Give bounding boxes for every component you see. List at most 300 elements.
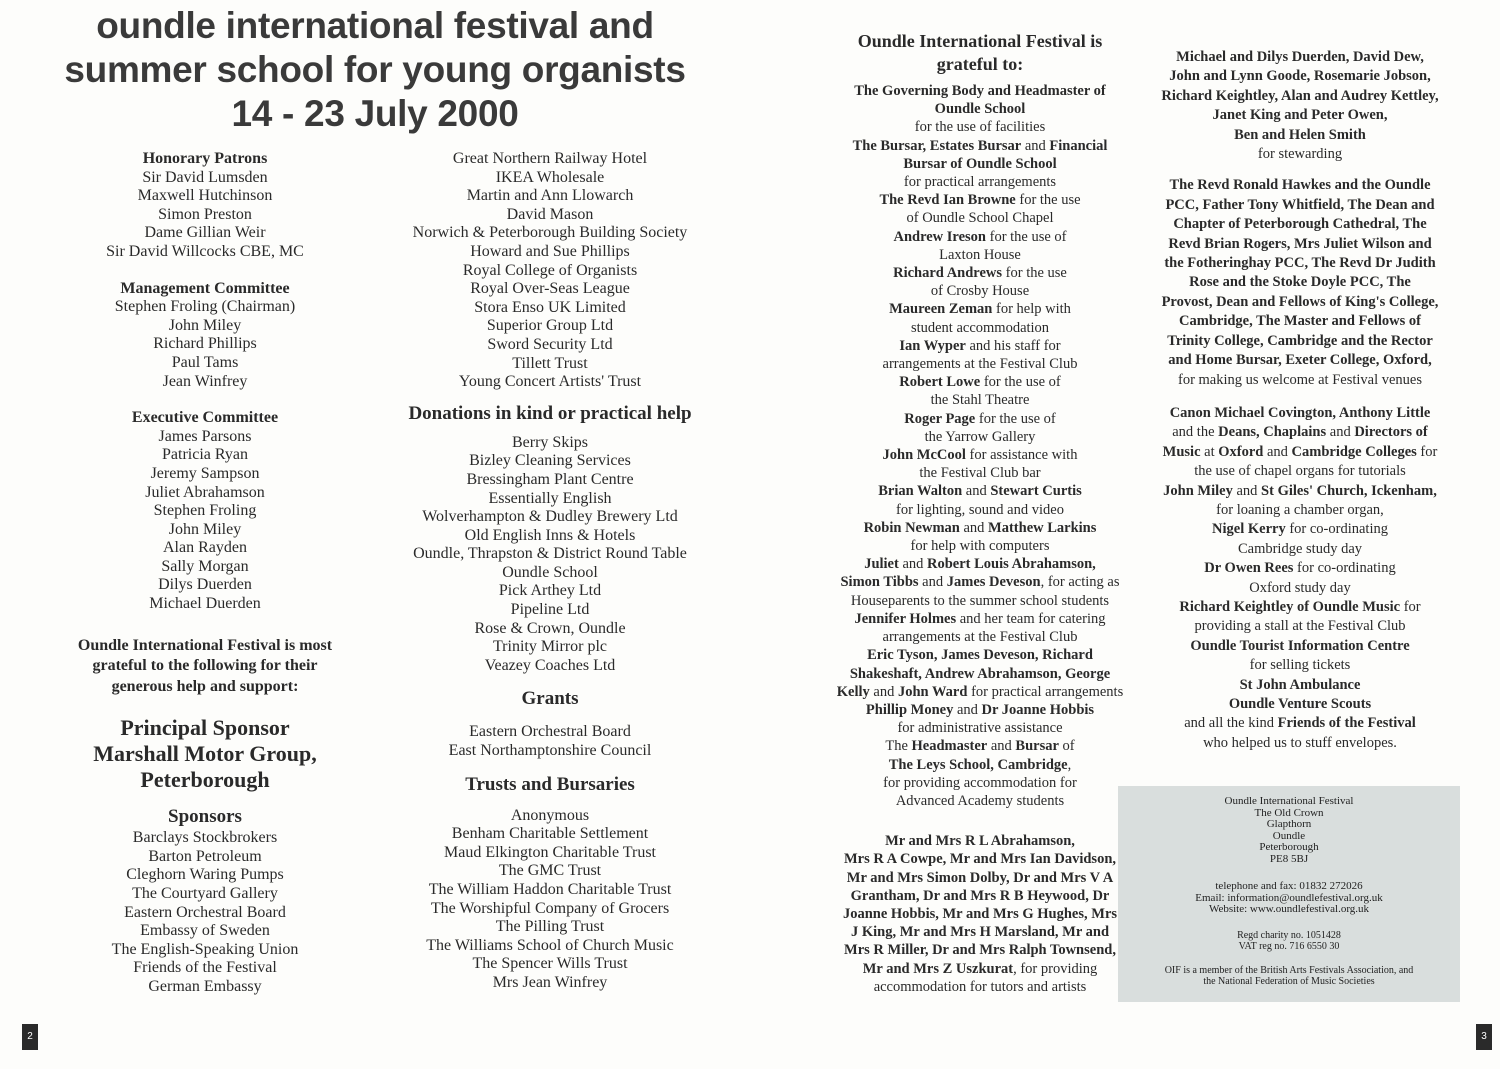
bold-text: Andrew Ireson — [893, 228, 986, 245]
bold-text: PCC, Father Tony Whitfield, The Dean and — [1165, 196, 1435, 213]
plain-text: Oxford study day — [1249, 579, 1351, 596]
plain-text: of Oundle School Chapel — [906, 210, 1054, 227]
list-item: The Old Crown — [1254, 806, 1324, 819]
text-line — [1135, 617, 1465, 636]
list-item: Marshall Motor Group, — [93, 741, 317, 767]
text-line — [1135, 351, 1465, 370]
page-number: 3 — [1476, 1024, 1492, 1050]
bold-text: The Leys School, Cambridge — [888, 756, 1068, 773]
section-heading: Sponsors — [168, 806, 242, 828]
contact-box — [1118, 786, 1460, 1002]
bold-text: Ben and Helen Smith — [1234, 126, 1366, 143]
plain-text: for help with — [992, 301, 1071, 318]
list-item: The Pilling Trust — [495, 918, 605, 936]
text-line — [1135, 598, 1465, 617]
text-line — [1135, 579, 1465, 598]
list-item: Oundle International Festival — [1224, 795, 1354, 807]
bold-text: Mr and Mrs R L Abrahamson, — [885, 833, 1075, 850]
list-item: Stephen Froling (Chairman) — [114, 298, 296, 316]
list-item: Regd charity no. 1051428 — [1237, 929, 1341, 941]
text-line — [795, 355, 1165, 373]
bold-text: Chapter of Peterborough Cathedral, The — [1173, 216, 1427, 233]
text-line — [795, 191, 1165, 209]
text-line — [1135, 87, 1465, 106]
text-line — [795, 428, 1165, 446]
text-line — [1135, 254, 1465, 273]
text-line — [1135, 67, 1465, 86]
list-item: Cleghorn Waring Pumps — [126, 866, 284, 884]
bold-text: John Ward — [897, 683, 968, 700]
text-line — [795, 683, 1165, 701]
text-line — [1135, 126, 1465, 145]
text-line — [795, 482, 1165, 500]
list-item: OIF is a member of the British Arts Festivals Association, and — [1164, 964, 1414, 976]
plain-text: and — [1232, 482, 1262, 499]
text-line — [1135, 371, 1465, 390]
list-item: Essentially English — [488, 489, 612, 507]
venues-list — [1135, 176, 1465, 389]
bold-text: Michael and Dilys Duerden, David Dew, — [1176, 49, 1424, 65]
section-heading: Grants — [521, 688, 579, 710]
list-item: The Williams School of Church Music — [426, 936, 674, 954]
bold-text: Mrs R A Cowpe, Mr and Mrs Ian Davidson, — [843, 851, 1117, 868]
list-item: grateful to the following for their — [92, 657, 318, 675]
list-item: John Miley — [168, 520, 242, 538]
list-item: Sir David Willcocks CBE, MC — [106, 242, 304, 260]
plain-text: Cambridge study day — [1237, 540, 1363, 557]
text-line — [795, 756, 1165, 774]
text-line — [1135, 714, 1465, 733]
text-line — [1135, 176, 1465, 195]
list-item: Dame Gillian Weir — [144, 224, 266, 242]
bold-text: Mrs R Miller, Dr and Mrs Ralph Townsend, — [844, 942, 1116, 959]
bold-text: Stewart Curtis — [990, 483, 1082, 500]
text-line — [1135, 637, 1465, 656]
list-item: Jeremy Sampson — [150, 464, 260, 482]
text-line — [795, 282, 1165, 300]
bold-text: Mr and Mrs Z Uszkurat — [862, 960, 1014, 977]
text-line — [1135, 404, 1465, 423]
plain-text: for loaning a chamber organ, — [1216, 501, 1384, 518]
patrons-list — [55, 169, 355, 262]
text-line — [795, 501, 1165, 519]
bold-text: Headmaster — [911, 738, 988, 755]
list-item: Superior Group Ltd — [486, 317, 614, 335]
bold-text: Janet King and Peter Owen, — [1212, 107, 1388, 124]
text-line — [1135, 656, 1465, 675]
text-line — [795, 209, 1165, 227]
text-line — [1135, 312, 1465, 331]
bold-text: Friends of the Festival — [1277, 715, 1416, 732]
text-line — [1135, 423, 1465, 442]
bold-text: Provost, Dean and Fellows of King's College, — [1161, 293, 1439, 310]
plain-text: for the use of — [975, 410, 1056, 427]
text-line — [795, 592, 1165, 610]
list-item: Principal Sponsor — [120, 715, 290, 741]
list-item: Great Northern Railway Hotel — [452, 150, 648, 167]
registration-info — [1118, 930, 1460, 953]
plain-text: the use of chapel organs for tutorials — [1194, 463, 1406, 480]
bold-text: Richard Andrews — [893, 265, 1003, 282]
list-item: The Courtyard Gallery — [132, 884, 278, 902]
plain-text: for — [1416, 443, 1438, 460]
bold-text: Bursar of Oundle School — [903, 155, 1057, 172]
list-item: The GMC Trust — [498, 862, 602, 880]
bold-text: Juliet — [864, 556, 899, 573]
contact-address — [1118, 796, 1460, 865]
plain-text: for practical arrangements — [967, 683, 1124, 700]
list-item: David Mason — [506, 205, 594, 223]
left-column-1 — [55, 150, 355, 997]
text-line — [795, 319, 1165, 337]
plain-text: for making us welcome at Festival venues — [1177, 371, 1423, 388]
text-line — [795, 519, 1165, 537]
text-line — [795, 887, 1165, 905]
list-item: the National Federation of Music Societies — [1203, 976, 1375, 987]
list-item: Barclays Stockbrokers — [132, 829, 278, 847]
bold-text: Trinity College, Cambridge and the Rector — [1167, 332, 1433, 349]
bold-text: Matthew Larkins — [988, 519, 1097, 536]
right-page — [750, 0, 1500, 1069]
section-heading: Trusts and Bursaries — [465, 773, 635, 795]
bold-text: John Miley — [1163, 482, 1233, 499]
plain-text: and — [898, 556, 928, 573]
list-item: Howard and Sue Phillips — [470, 242, 630, 260]
stewards-list — [1135, 48, 1465, 164]
bold-text: Robert Louis Abrahamson, — [927, 556, 1096, 573]
text-line — [795, 850, 1165, 868]
text-line — [795, 264, 1165, 282]
list-item: Paul Tams — [171, 353, 239, 371]
plain-text: the Stahl Theatre — [930, 392, 1030, 409]
bold-text: John and Lynn Goode, Rosemarie Jobson, — [1169, 68, 1431, 85]
text-line — [795, 173, 1165, 191]
bold-text: St Giles' Church, Ickenham, — [1261, 482, 1437, 499]
bold-text: Eric Tyson, James Deveson, Richard — [867, 647, 1093, 664]
list-item: Stephen Froling — [153, 502, 257, 520]
plain-text: and the — [1172, 424, 1219, 441]
text-line — [795, 978, 1165, 996]
text-line — [795, 869, 1165, 887]
plain-text: the Yarrow Gallery — [924, 428, 1036, 445]
membership-info — [1118, 965, 1460, 988]
bold-text: Joanne Hobbis, Mr and Mrs G Hughes, Mrs — [842, 905, 1118, 922]
plain-text: for the use of facilities — [914, 119, 1046, 136]
bold-text: Robin Newman — [863, 519, 960, 536]
text-line — [1135, 520, 1465, 539]
bold-text: The Revd Ronald Hawkes and the Oundle — [1169, 177, 1431, 194]
section-heading: Honorary Patrons — [142, 150, 268, 167]
list-item: East Northamptonshire Council — [448, 742, 652, 760]
bold-text: Dr Joanne Hobbis — [981, 701, 1095, 718]
left-column-2 — [390, 150, 710, 993]
plain-text: and all the kind — [1184, 715, 1278, 732]
section-heading: Management Committee — [120, 279, 290, 297]
text-line — [1135, 482, 1465, 501]
principal-sponsor — [55, 715, 355, 793]
text-line — [795, 905, 1165, 923]
list-item: Oundle International Festival is most — [77, 636, 333, 654]
text-line — [1135, 540, 1465, 559]
bold-text: Bursar — [1015, 738, 1059, 755]
plain-text: for administrative assistance — [897, 720, 1063, 737]
plain-text: at — [1200, 443, 1219, 460]
plain-text: for lighting, sound and video — [896, 501, 1064, 518]
plain-text: accommodation for tutors and artists — [873, 978, 1087, 995]
list-item: Berry Skips — [512, 433, 588, 451]
list-item: Email: information@oundlefestival.org.uk — [1195, 891, 1383, 904]
list-item: telephone and fax: 01832 272026 — [1215, 880, 1363, 892]
list-item: Patricia Ryan — [162, 446, 248, 464]
bold-text: Maureen Zeman — [889, 301, 993, 318]
bold-text: Simon Tibbs — [840, 574, 919, 591]
list-item: The Worshipful Company of Grocers — [430, 899, 670, 917]
list-item: Simon Preston — [158, 205, 252, 223]
list-item: Alan Rayden — [163, 539, 247, 557]
bold-text: Oundle Tourist Information Centre — [1190, 637, 1410, 654]
text-line — [1135, 215, 1465, 234]
bold-text: Mr and Mrs Simon Dolby, Dr and Mrs V A — [846, 869, 1114, 886]
grateful-statement — [55, 636, 355, 698]
list-item: Eastern Orchestral Board — [124, 903, 286, 921]
list-item: Peterborough — [1259, 841, 1319, 853]
text-line — [795, 737, 1165, 755]
text-line — [795, 100, 1165, 118]
bold-text: Dr Owen Rees — [1204, 560, 1294, 577]
list-item: The Spencer Wills Trust — [472, 955, 628, 973]
bold-text: Ian Wyper — [899, 337, 966, 354]
list-item: grateful to: — [936, 54, 1024, 74]
right-column-1 — [795, 30, 1165, 996]
list-item: Royal College of Organists — [462, 261, 638, 279]
plain-text: for providing accommodation for — [883, 774, 1077, 791]
list-item: Dilys Duerden — [158, 576, 252, 594]
bold-text: Financial — [1049, 137, 1108, 154]
text-line — [795, 391, 1165, 409]
plain-text: for assistance with — [965, 447, 1078, 464]
text-line — [1135, 695, 1465, 714]
text-line — [795, 573, 1165, 591]
bold-text: Nigel Kerry — [1212, 521, 1286, 538]
text-line — [795, 646, 1165, 664]
bold-text: St John Ambulance — [1239, 676, 1361, 693]
executive-list — [55, 428, 355, 614]
plain-text: and — [959, 519, 989, 536]
plain-text: Advanced Academy students — [895, 792, 1065, 809]
bold-text: Kelly — [836, 683, 870, 700]
text-line — [795, 555, 1165, 573]
trusts-list — [390, 807, 710, 993]
list-item: Young Concert Artists' Trust — [458, 373, 642, 391]
text-line — [795, 446, 1165, 464]
text-line — [1135, 734, 1465, 753]
list-item: German Embassy — [148, 977, 262, 995]
plain-text: for co-ordinating — [1285, 521, 1388, 538]
bold-text: Rose and the Stoke Doyle PCC, The — [1189, 274, 1411, 291]
bold-text: Revd Brian Rogers, Mrs Juliet Wilson and — [1168, 235, 1432, 252]
other-thanks-list — [1135, 404, 1465, 753]
list-item: Rose & Crown, Oundle — [474, 619, 626, 637]
section-heading: Donations in kind or practical help — [408, 402, 692, 424]
list-item: IKEA Wholesale — [495, 168, 605, 186]
text-line — [795, 337, 1165, 355]
plain-text: arrangements at the Festival Club — [882, 356, 1078, 373]
list-item: Friends of the Festival — [133, 959, 277, 977]
text-line — [795, 792, 1165, 810]
bold-text: Robert Lowe — [899, 374, 981, 391]
list-item: Sally Morgan — [161, 557, 249, 575]
bold-text: Richard Keightley of Oundle Music — [1179, 598, 1401, 615]
bold-text: the Fotheringhay PCC, The Revd Dr Judith — [1164, 255, 1436, 272]
title-dates: 14 - 23 July 2000 — [231, 93, 519, 134]
bold-text: Richard Keightley, Alan and Audrey Kettley, — [1161, 87, 1439, 104]
list-item: Royal Over-Seas League — [470, 280, 630, 298]
list-item: Maxwell Hutchinson — [137, 187, 273, 205]
list-item: Embassy of Sweden — [140, 922, 270, 940]
list-item: PE8 5BJ — [1269, 852, 1309, 865]
plain-text: for selling tickets — [1249, 657, 1351, 674]
plain-text: and — [918, 574, 947, 591]
list-item: Eastern Orchestral Board — [469, 723, 631, 741]
text-line — [1135, 443, 1465, 462]
plain-text: arrangements at the Festival Club — [882, 629, 1078, 646]
list-item: Maud Elkington Charitable Trust — [444, 843, 656, 861]
list-item: Tillett Trust — [512, 354, 588, 372]
bold-text: Cambridge, The Master and Fellows of — [1179, 313, 1421, 330]
acknowledgements-list — [795, 82, 1165, 810]
bold-text: The Bursar, Estates Bursar — [852, 137, 1022, 154]
donations-list — [390, 434, 710, 676]
list-item: VAT reg no. 716 6550 30 — [1238, 941, 1340, 952]
plain-text: The — [885, 738, 912, 755]
list-item: Bizley Cleaning Services — [469, 452, 631, 470]
text-line — [795, 701, 1165, 719]
plain-text: for — [1400, 598, 1421, 615]
text-line — [1135, 501, 1465, 520]
text-line — [795, 941, 1165, 959]
plain-text: for the use of — [980, 374, 1061, 391]
plain-text: Laxton House — [939, 246, 1021, 263]
list-item: The William Haddon Charitable Trust — [428, 881, 672, 898]
list-item: Trinity Mirror plc — [492, 638, 608, 656]
text-line — [1135, 332, 1465, 351]
bold-text: J King, Mr and Mrs H Marsland, Mr and — [850, 924, 1110, 941]
bold-text: Brian Walton — [878, 483, 963, 500]
list-item: Juliet Abrahamson — [145, 483, 265, 501]
text-line — [795, 774, 1165, 792]
list-item: Michael Duerden — [149, 595, 261, 613]
bold-text: Cambridge Colleges — [1291, 443, 1417, 460]
plain-text: for practical arrangements — [903, 174, 1057, 191]
text-line — [795, 155, 1165, 173]
list-item: Oundle — [1272, 829, 1306, 842]
text-line — [1135, 559, 1465, 578]
page-title — [20, 4, 730, 136]
plain-text: and — [953, 701, 982, 718]
plain-text: and his staff for — [965, 337, 1061, 354]
text-line — [795, 719, 1165, 737]
plain-text: who helped us to stuff envelopes. — [1203, 734, 1397, 751]
text-line — [1135, 106, 1465, 125]
bold-text: Oxford — [1218, 443, 1264, 460]
plain-text: for the use — [1015, 192, 1081, 209]
text-line — [795, 960, 1165, 978]
list-item: Oundle School — [502, 563, 598, 581]
text-line — [795, 537, 1165, 555]
text-line — [1135, 273, 1465, 292]
bold-text: Music — [1162, 443, 1201, 460]
plain-text: student accommodation — [910, 319, 1050, 336]
list-item: Benham Charitable Settlement — [451, 825, 649, 843]
bold-text: James Deveson — [946, 574, 1041, 591]
text-line — [1135, 676, 1465, 695]
list-item: Oundle International Festival is — [857, 31, 1103, 51]
text-line — [1135, 48, 1465, 67]
bold-text: The Governing Body and Headmaster of — [854, 83, 1106, 99]
text-line — [795, 464, 1165, 482]
right-column-2 — [1135, 48, 1465, 753]
list-item: John Miley — [168, 316, 242, 334]
bold-text: John McCool — [882, 447, 966, 464]
list-item: James Parsons — [158, 427, 252, 445]
list-item: The English-Speaking Union — [111, 940, 299, 958]
plain-text: and — [1263, 443, 1292, 460]
list-item: Barton Petroleum — [148, 847, 262, 865]
bold-text: Canon Michael Covington, Anthony Little — [1169, 404, 1431, 421]
plain-text: for the use — [1002, 265, 1067, 282]
title-line: oundle international festival and — [96, 5, 654, 46]
list-item: Richard Phillips — [153, 335, 257, 353]
list-item: Glapthorn — [1266, 818, 1312, 830]
plain-text: of Crosby House — [930, 283, 1030, 300]
list-item: Anonymous — [510, 806, 590, 824]
plain-text: and — [1021, 137, 1050, 154]
text-line — [795, 228, 1165, 246]
list-item: Pipeline Ltd — [510, 601, 590, 619]
text-line — [795, 628, 1165, 646]
list-item: Jean Winfrey — [162, 372, 248, 390]
contact-telecom — [1118, 881, 1460, 916]
text-line — [795, 832, 1165, 850]
bold-text: The Revd Ian Browne — [879, 192, 1016, 209]
list-item: generous help and support: — [111, 677, 299, 695]
list-item: Bressingham Plant Centre — [466, 470, 634, 488]
plain-text: , for acting as — [1040, 574, 1120, 591]
text-line — [795, 118, 1165, 136]
grants-list — [390, 723, 710, 760]
bold-text: Shakeshaft, Andrew Abrahamson, George — [849, 665, 1111, 682]
plain-text: and — [869, 683, 898, 700]
plain-text: of — [1058, 738, 1075, 755]
list-item: Mrs Jean Winfrey — [492, 973, 608, 991]
plain-text: , — [1067, 756, 1072, 773]
text-line — [795, 300, 1165, 318]
list-item: Old English Inns & Hotels — [464, 526, 636, 544]
text-line — [795, 137, 1165, 155]
list-item: Oundle, Thrapston & District Round Table — [413, 545, 687, 563]
plain-text: and her team for catering — [956, 610, 1106, 627]
text-line — [795, 610, 1165, 628]
plain-text: for the use of — [985, 228, 1067, 245]
list-item: Norwich & Peterborough Building Society — [412, 224, 688, 242]
text-line — [795, 923, 1165, 941]
bold-text: Phillip Money — [865, 701, 954, 718]
section-heading: Executive Committee — [131, 409, 279, 427]
text-line — [1135, 293, 1465, 312]
text-line — [795, 246, 1165, 264]
text-line — [1135, 462, 1465, 481]
bold-text: and Home Bursar, Exeter College, Oxford, — [1168, 352, 1432, 369]
